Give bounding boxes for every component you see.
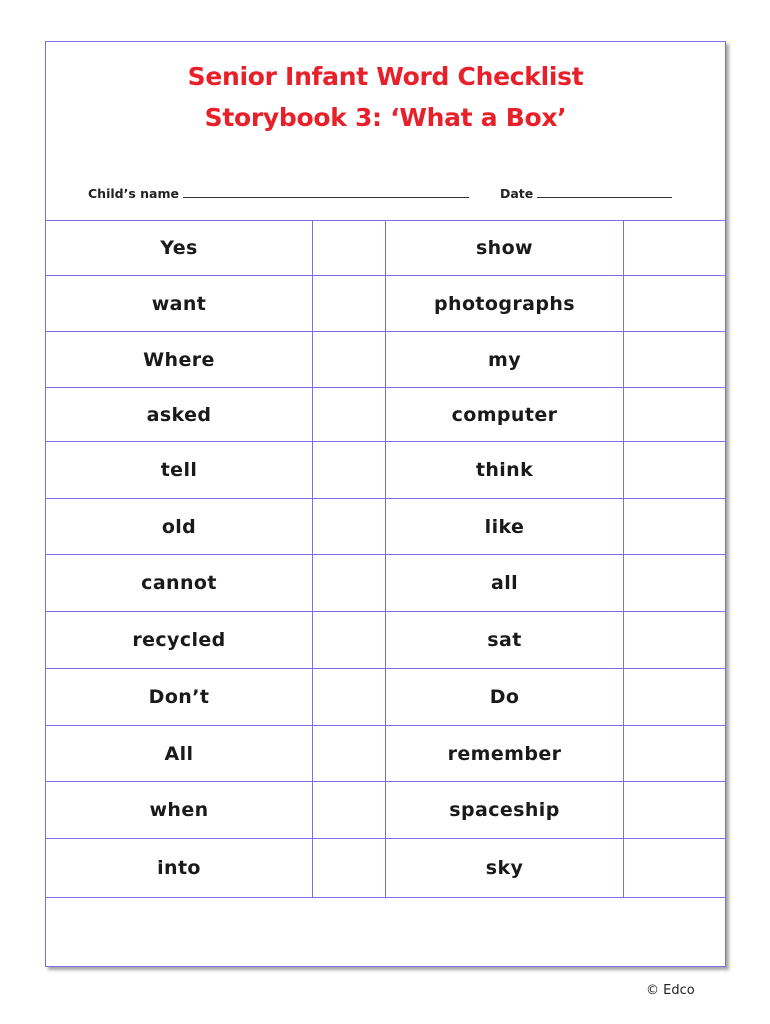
word-left: when — [149, 799, 209, 821]
word-left: cannot — [141, 572, 217, 594]
word-right: like — [385, 499, 623, 554]
word-right: my — [385, 332, 623, 387]
check-box-right[interactable] — [623, 442, 725, 498]
table-row — [46, 612, 725, 669]
check-box-left[interactable] — [312, 726, 385, 781]
word-right: think — [385, 442, 623, 498]
check-box-left[interactable] — [312, 612, 385, 668]
copyright-notice: © Edco — [646, 983, 695, 998]
check-box-right[interactable] — [623, 669, 725, 725]
date-line[interactable] — [537, 196, 672, 198]
table-row — [46, 276, 725, 332]
word-right: sat — [385, 612, 623, 668]
word-left: Yes — [160, 236, 198, 259]
check-box-right[interactable] — [623, 839, 725, 897]
check-box-left[interactable] — [312, 839, 385, 897]
word-right: show — [385, 220, 623, 275]
word-left: want — [151, 292, 207, 315]
childs-name-line[interactable] — [183, 196, 469, 198]
check-box-right[interactable] — [623, 220, 725, 275]
word-left: All — [164, 742, 194, 765]
table-row — [46, 669, 725, 726]
word-right: spaceship — [385, 782, 623, 838]
table-row — [46, 220, 725, 276]
table-row — [46, 499, 725, 555]
check-box-right[interactable] — [623, 726, 725, 781]
table-row — [46, 782, 725, 839]
check-box-left[interactable] — [312, 555, 385, 611]
table-row — [46, 839, 725, 898]
blank-row — [46, 898, 725, 966]
word-right: computer — [385, 388, 623, 441]
title-line-2: Storybook 3: ‘What a Box’ — [204, 103, 567, 132]
check-box-left[interactable] — [312, 220, 385, 275]
table-row — [46, 332, 725, 388]
word-right: sky — [385, 839, 623, 897]
date-label: Date — [500, 186, 534, 201]
word-left: Don’t — [148, 686, 210, 708]
word-left: tell — [160, 459, 198, 481]
word-left: old — [161, 515, 197, 538]
check-box-right[interactable] — [623, 612, 725, 668]
table-row — [46, 555, 725, 612]
word-right: remember — [385, 726, 623, 781]
word-right: Do — [385, 669, 623, 725]
word-left: Where — [143, 348, 215, 371]
check-box-right[interactable] — [623, 555, 725, 611]
worksheet — [45, 41, 726, 967]
worksheet-header — [46, 42, 725, 221]
check-box-left[interactable] — [312, 499, 385, 554]
check-box-right[interactable] — [623, 276, 725, 331]
word-left: recycled — [132, 629, 226, 651]
table-row — [46, 442, 725, 499]
word-left: asked — [146, 403, 212, 426]
childs-name-field[interactable] — [88, 186, 469, 201]
check-box-left[interactable] — [312, 388, 385, 441]
check-box-right[interactable] — [623, 782, 725, 838]
table-row — [46, 388, 725, 442]
check-box-left[interactable] — [312, 782, 385, 838]
word-right: photographs — [385, 276, 623, 331]
table-row — [46, 726, 725, 782]
check-box-left[interactable] — [312, 442, 385, 498]
check-box-right[interactable] — [623, 332, 725, 387]
word-right: all — [385, 555, 623, 611]
childs-name-label: Child’s name — [88, 186, 179, 201]
word-left: into — [157, 857, 201, 879]
date-field[interactable] — [500, 186, 672, 201]
check-box-left[interactable] — [312, 276, 385, 331]
title-line-1: Senior Infant Word Checklist — [187, 62, 584, 91]
check-box-left[interactable] — [312, 332, 385, 387]
check-box-right[interactable] — [623, 388, 725, 441]
check-box-left[interactable] — [312, 669, 385, 725]
check-box-right[interactable] — [623, 499, 725, 554]
